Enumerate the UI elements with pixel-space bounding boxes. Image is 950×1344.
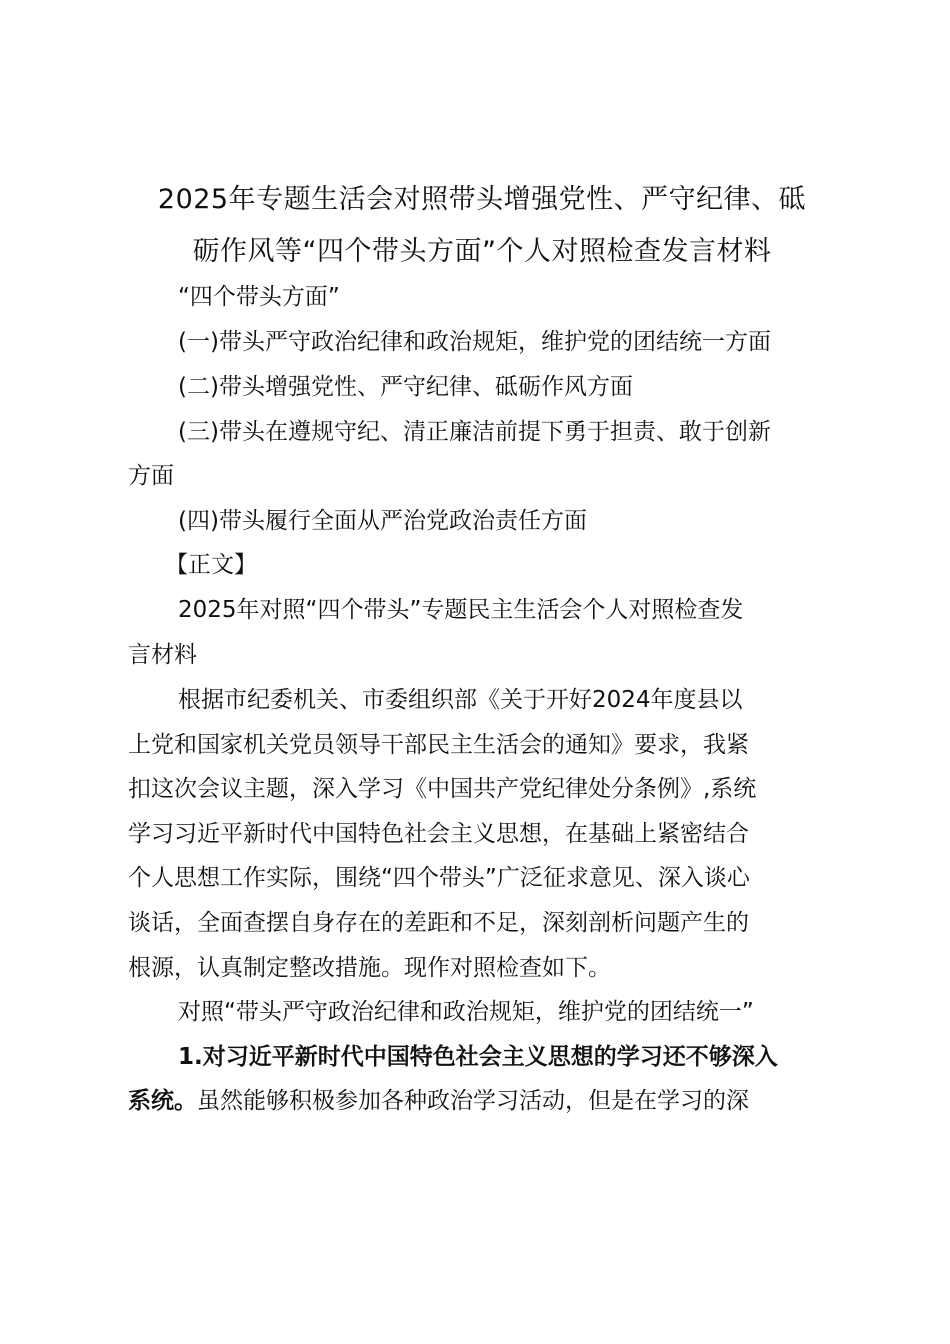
section-heading: 对照“带头严守政治纪律和政治规矩，维护党的团结统一” [178, 999, 754, 1025]
toc-item-3: (三)带头在遵规守纪、清正廉洁前提下勇于担责、敢于创新 [178, 419, 771, 445]
subtitle-line-1: 2025年对照“四个带头”专题民主生活会个人对照检查发 [178, 597, 744, 623]
toc-heading: “四个带头方面” [178, 284, 340, 310]
zhengwen-label: 【正文】 [165, 552, 257, 578]
paragraph-line: 扣这次会议主题，深入学习《中国共产党纪律处分条例》,系统 [128, 776, 757, 802]
point-1-heading-end: 系统。 [128, 1088, 197, 1114]
paragraph-line: 谈话，全面查摆自身存在的差距和不足，深刻剖析问题产生的 [128, 910, 749, 936]
point-1-line [128, 1086, 828, 1116]
paragraph-line: 学习习近平新时代中国特色社会主义思想，在基础上紧密结合 [128, 821, 749, 847]
paragraph-line: 根据市纪委机关、市委组织部《关于开好2024年度县以 [178, 687, 743, 713]
document-title [132, 174, 832, 278]
toc-item-4: (四)带头履行全面从严治党政治责任方面 [178, 508, 587, 534]
paragraph-line: 个人思想工作实际，围绕“四个带头”广泛征求意见、深入谈心 [128, 865, 750, 891]
subtitle-line-2: 言材料 [128, 642, 197, 668]
title-line-2: 砺作风等“四个带头方面”个人对照检查发言材料 [192, 236, 772, 267]
toc-item-2: (二)带头增强党性、严守纪律、砥砺作风方面 [178, 374, 633, 400]
title-line-1: 2025年专题生活会对照带头增强党性、严守纪律、砥 [157, 184, 807, 215]
paragraph-line: 上党和国家机关党员领导干部民主生活会的通知》要求，我紧 [128, 732, 749, 758]
point-1-text: 虽然能够积极参加各种政治学习活动，但是在学习的深 [197, 1088, 749, 1114]
toc-item-1: (一)带头严守政治纪律和政治规矩，维护党的团结统一方面 [178, 329, 771, 355]
paragraph-line: 根源，认真制定整改措施。现作对照检查如下。 [128, 955, 611, 981]
point-1-heading: 1.对习近平新时代中国特色社会主义思想的学习还不够深入 [178, 1044, 778, 1070]
toc-item-3-continued: 方面 [128, 463, 174, 489]
